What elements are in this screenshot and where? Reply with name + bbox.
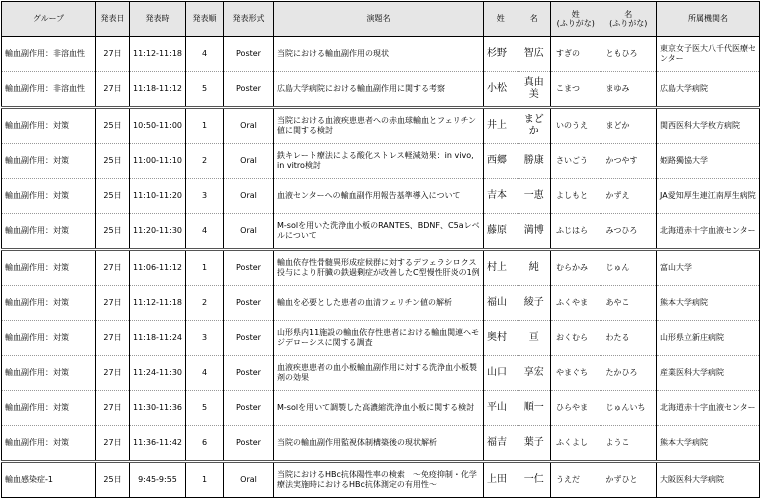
cell-group: 輸血副作用：対策 <box>2 179 96 214</box>
header-order: 発表順 <box>186 2 224 37</box>
cell-first-kana: まゆみ <box>601 72 657 108</box>
cell-time: 11:06-11:12 <box>130 250 186 286</box>
cell-affiliation: 北海道赤十字血液センター <box>657 214 760 250</box>
cell-format: Oral <box>224 462 274 498</box>
table-row <box>2 72 760 108</box>
cell-last-kana: ふじはら <box>551 214 601 250</box>
header-affiliation: 所属機関名 <box>657 2 760 37</box>
header-first-name: 名 <box>518 2 551 37</box>
cell-last-name: 西郷 <box>484 144 518 179</box>
cell-time: 11:00-11:10 <box>130 144 186 179</box>
cell-format: Oral <box>224 144 274 179</box>
cell-title: 山形県内11施設の輸血依存性患者における輸血関連ヘモジデローシスに関する調査 <box>274 321 484 356</box>
cell-last-kana: こまつ <box>551 72 601 108</box>
cell-last-kana: うえだ <box>551 462 601 498</box>
cell-last-name: 杉野 <box>484 37 518 72</box>
header-time: 発表時 <box>130 2 186 37</box>
cell-last-kana: すぎの <box>551 37 601 72</box>
cell-first-name: 葉子 <box>518 426 551 462</box>
cell-time: 11:12-11:18 <box>130 286 186 321</box>
table-row <box>2 214 760 250</box>
header-group: グループ <box>2 2 96 37</box>
cell-day: 25日 <box>96 108 130 144</box>
table-row <box>2 144 760 179</box>
cell-first-kana: まどか <box>601 108 657 144</box>
cell-day: 25日 <box>96 144 130 179</box>
presentation-table <box>1 1 760 498</box>
cell-group: 輸血副作用：対策 <box>2 321 96 356</box>
cell-group: 輸血副作用：対策 <box>2 286 96 321</box>
cell-first-name: 享宏 <box>518 356 551 391</box>
table-row <box>2 462 760 498</box>
cell-title: 血液疾患患者の血小板輸血副作用に対する洗浄血小板製剤の効果 <box>274 356 484 391</box>
cell-order: 6 <box>186 426 224 462</box>
cell-last-kana: やまぐち <box>551 356 601 391</box>
cell-last-name: 福吉 <box>484 426 518 462</box>
cell-last-name: 平山 <box>484 391 518 426</box>
header-first-kana-note: (ふりがな) <box>609 19 648 28</box>
cell-time: 11:12-11:18 <box>130 37 186 72</box>
cell-group: 輸血副作用：非溶血性 <box>2 37 96 72</box>
cell-time: 11:24-11:30 <box>130 356 186 391</box>
cell-time: 9:45-9:55 <box>130 462 186 498</box>
cell-first-kana: ようこ <box>601 426 657 462</box>
cell-title: 輸血依存性骨髄異形成症候群に対するデフェラシロクス投与により肝臓の鉄過剰症が改善したC型慢性肝炎の1例 <box>274 250 484 286</box>
cell-affiliation: 東京女子医大八千代医療センター <box>657 37 760 72</box>
cell-group: 輸血副作用：対策 <box>2 144 96 179</box>
table-row <box>2 286 760 321</box>
cell-last-name: 村上 <box>484 250 518 286</box>
header-first-kana <box>601 2 657 37</box>
cell-first-name: 亘 <box>518 321 551 356</box>
cell-last-kana: さいごう <box>551 144 601 179</box>
table-row <box>2 108 760 144</box>
cell-last-name: 奥村 <box>484 321 518 356</box>
cell-last-kana: ひらやま <box>551 391 601 426</box>
cell-first-name: 真由美 <box>518 72 551 108</box>
cell-order: 1 <box>186 250 224 286</box>
cell-group: 輸血副作用：対策 <box>2 426 96 462</box>
cell-affiliation: JA愛知厚生連江南厚生病院 <box>657 179 760 214</box>
cell-last-kana: ふくよし <box>551 426 601 462</box>
cell-last-kana: むらかみ <box>551 250 601 286</box>
cell-first-kana: あやこ <box>601 286 657 321</box>
cell-order: 3 <box>186 179 224 214</box>
header-last-kana-label: 姓 <box>571 9 580 19</box>
cell-group: 輸血副作用：対策 <box>2 108 96 144</box>
cell-time: 11:30-11:36 <box>130 391 186 426</box>
cell-time: 11:10-11:20 <box>130 179 186 214</box>
cell-format: Oral <box>224 108 274 144</box>
cell-title: 広島大学病院における輸血副作用に関する考察 <box>274 72 484 108</box>
cell-title: M-solを用いて調製した高濃縮洗浄血小板に関する検討 <box>274 391 484 426</box>
table-row <box>2 321 760 356</box>
cell-affiliation: 熊本大学病院 <box>657 286 760 321</box>
cell-affiliation: 姫路獨協大学 <box>657 144 760 179</box>
table-row <box>2 426 760 462</box>
cell-day: 27日 <box>96 286 130 321</box>
cell-affiliation: 産業医科大学病院 <box>657 356 760 391</box>
cell-order: 5 <box>186 391 224 426</box>
cell-order: 1 <box>186 462 224 498</box>
cell-order: 3 <box>186 321 224 356</box>
table-row <box>2 391 760 426</box>
cell-first-name: 智広 <box>518 37 551 72</box>
cell-last-kana: いのうえ <box>551 108 601 144</box>
cell-affiliation: 関西医科大学枚方病院 <box>657 108 760 144</box>
header-row <box>2 2 760 37</box>
header-first-kana-label: 名 <box>624 9 633 19</box>
cell-first-name: 勝康 <box>518 144 551 179</box>
cell-first-name: 満博 <box>518 214 551 250</box>
header-last-kana <box>551 2 601 37</box>
cell-last-kana: おくむら <box>551 321 601 356</box>
cell-group: 輸血感染症-1 <box>2 462 96 498</box>
cell-first-kana: かずえ <box>601 179 657 214</box>
cell-time: 11:18-11:12 <box>130 72 186 108</box>
cell-group: 輸血副作用：非溶血性 <box>2 72 96 108</box>
cell-first-kana: わたる <box>601 321 657 356</box>
cell-group: 輸血副作用：対策 <box>2 356 96 391</box>
cell-order: 2 <box>186 286 224 321</box>
cell-title: 輸血を必要とした患者の血清フェリチン値の解析 <box>274 286 484 321</box>
cell-format: Poster <box>224 250 274 286</box>
cell-format: Poster <box>224 321 274 356</box>
cell-first-kana: みつひろ <box>601 214 657 250</box>
cell-order: 5 <box>186 72 224 108</box>
cell-last-name: 上田 <box>484 462 518 498</box>
cell-group: 輸血副作用：対策 <box>2 391 96 426</box>
cell-first-name: 綾子 <box>518 286 551 321</box>
cell-order: 2 <box>186 144 224 179</box>
cell-first-kana: かずひと <box>601 462 657 498</box>
cell-time: 11:36-11:42 <box>130 426 186 462</box>
cell-first-name: まどか <box>518 108 551 144</box>
cell-affiliation: 熊本大学病院 <box>657 426 760 462</box>
cell-day: 27日 <box>96 250 130 286</box>
table-row <box>2 356 760 391</box>
cell-last-name: 藤原 <box>484 214 518 250</box>
cell-last-name: 小松 <box>484 72 518 108</box>
cell-order: 1 <box>186 108 224 144</box>
cell-title: 当院におけるHBc抗体陽性率の検索 ～免疫抑制・化学療法実施時におけるHBc抗体測定の有用性～ <box>274 462 484 498</box>
cell-last-name: 福山 <box>484 286 518 321</box>
cell-first-name: 純 <box>518 250 551 286</box>
cell-first-name: 順一 <box>518 391 551 426</box>
cell-day: 25日 <box>96 462 130 498</box>
cell-first-name: 一恵 <box>518 179 551 214</box>
cell-title: 当院における血液疾患患者への赤血球輸血とフェリチン値に関する検討 <box>274 108 484 144</box>
cell-last-kana: よしもと <box>551 179 601 214</box>
cell-day: 27日 <box>96 37 130 72</box>
cell-first-kana: じゅんいち <box>601 391 657 426</box>
cell-title: 当院における輸血副作用の現状 <box>274 37 484 72</box>
cell-last-name: 井上 <box>484 108 518 144</box>
cell-first-kana: じゅん <box>601 250 657 286</box>
cell-format: Oral <box>224 179 274 214</box>
header-day: 発表日 <box>96 2 130 37</box>
cell-affiliation: 北海道赤十字血液センター <box>657 391 760 426</box>
cell-day: 27日 <box>96 356 130 391</box>
cell-affiliation: 大阪医科大学病院 <box>657 462 760 498</box>
cell-title: M-solを用いた洗浄血小板のRANTES、BDNF、C5aレベルについて <box>274 214 484 250</box>
cell-title: 鉄キレート療法による酸化ストレス軽減効果：in vivo, in vitro検討 <box>274 144 484 179</box>
table-row <box>2 179 760 214</box>
cell-first-kana: ともひろ <box>601 37 657 72</box>
table-body <box>2 37 760 498</box>
cell-format: Poster <box>224 286 274 321</box>
cell-format: Poster <box>224 356 274 391</box>
cell-group: 輸血副作用：対策 <box>2 214 96 250</box>
cell-affiliation: 広島大学病院 <box>657 72 760 108</box>
cell-format: Oral <box>224 214 274 250</box>
header-format: 発表形式 <box>224 2 274 37</box>
cell-order: 4 <box>186 356 224 391</box>
cell-last-kana: ふくやま <box>551 286 601 321</box>
cell-day: 25日 <box>96 214 130 250</box>
cell-time: 10:50-11:00 <box>130 108 186 144</box>
cell-first-name: 一仁 <box>518 462 551 498</box>
cell-order: 4 <box>186 214 224 250</box>
cell-first-kana: かつやす <box>601 144 657 179</box>
cell-order: 4 <box>186 37 224 72</box>
table-row <box>2 250 760 286</box>
cell-affiliation: 富山大学 <box>657 250 760 286</box>
header-last-kana-note: (ふりがな) <box>556 19 595 28</box>
cell-time: 11:18-11:24 <box>130 321 186 356</box>
header-title: 演題名 <box>274 2 484 37</box>
cell-day: 27日 <box>96 321 130 356</box>
cell-first-kana: たかひろ <box>601 356 657 391</box>
cell-format: Poster <box>224 37 274 72</box>
cell-affiliation: 山形県立新庄病院 <box>657 321 760 356</box>
cell-last-name: 吉本 <box>484 179 518 214</box>
header-last-name: 姓 <box>484 2 518 37</box>
table-row <box>2 37 760 72</box>
cell-group: 輸血副作用：対策 <box>2 250 96 286</box>
cell-time: 11:20-11:30 <box>130 214 186 250</box>
cell-format: Poster <box>224 72 274 108</box>
cell-day: 25日 <box>96 179 130 214</box>
cell-title: 当院の輸血副作用監視体制構築後の現状解析 <box>274 426 484 462</box>
cell-format: Poster <box>224 426 274 462</box>
cell-day: 27日 <box>96 426 130 462</box>
cell-day: 27日 <box>96 391 130 426</box>
cell-last-name: 山口 <box>484 356 518 391</box>
cell-day: 27日 <box>96 72 130 108</box>
cell-format: Poster <box>224 391 274 426</box>
cell-title: 血液センターへの輸血副作用報告基準導入について <box>274 179 484 214</box>
